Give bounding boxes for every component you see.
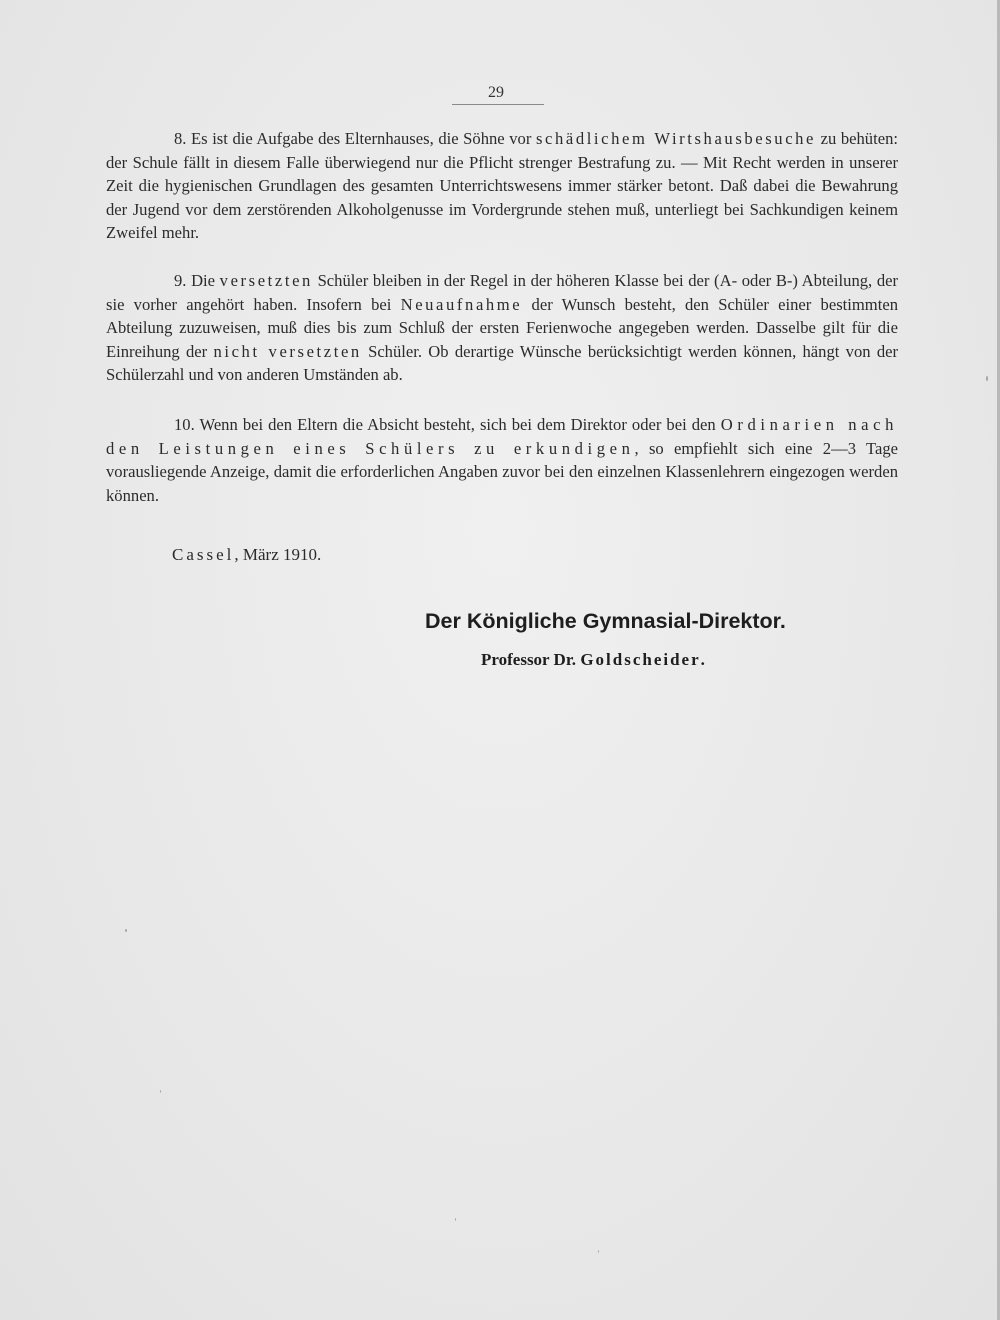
paragraph-8-text-a: 8. Es ist die Aufgabe des Elternhauses, die Söhne vor xyxy=(174,129,536,148)
paragraph-9-text-c: Schüler bleiben in der Regel in der höheren Klasse bei der (A- oder B-) Abteilung, der sie vorher angehört haben. Insofern bei xyxy=(106,271,899,314)
page-number-rule xyxy=(452,104,544,105)
paragraph-9 xyxy=(106,269,898,387)
date-text: , März 1910. xyxy=(234,545,322,564)
paper-speck xyxy=(455,1218,456,1221)
paragraph-10-emphasis: Ordinarien nach den Leistungen eines Schülers zu erkundigen xyxy=(106,415,898,458)
page-number: 29 xyxy=(488,84,504,101)
place-and-date xyxy=(172,545,321,565)
paragraph-8-emphasis: schädlichem Wirtshausbesuche xyxy=(535,129,817,148)
director-title: Der Königliche Gymnasial-Direktor. xyxy=(425,609,786,633)
paragraph-9-emphasis-nicht-versetzten: nicht versetzten xyxy=(213,341,362,361)
paragraph-8-text-c: zu behüten: der Schule fällt in diesem Falle überwiegend nur die Pflicht strenger Bestrafung zu. — Mit Recht werden in unserer Zeit die hygienischen Grundlagen des gesamten Unterrichtswesens immer stärker betont. Daß dabei die Bewahrung der Jugend vor dem zerstörenden Alkoholgenusse im Vordergrunde stehen muß, unterliegt bei Sachkundigen keinem Zweifel mehr. xyxy=(106,129,898,243)
place-name: Cassel xyxy=(172,545,235,564)
paragraph-9-text-g: Schüler. Ob derartige Wünsche berücksichtigt werden können, hängt von der Schülerzahl und von anderen Umständen ab. xyxy=(106,341,899,385)
director-name-suffix: . xyxy=(700,650,705,669)
paragraph-10-text-c: , so empfiehlt sich eine 2—3 Tage vorausliegende Anzeige, damit die erforderlichen Angaben zuvor bei den einzelnen Klassenlehrern eingezogen werden können. xyxy=(106,438,898,505)
paper-speck xyxy=(160,1090,161,1093)
paper-speck xyxy=(598,1250,599,1253)
paper-speck xyxy=(125,929,127,932)
paper-speck xyxy=(986,376,988,381)
director-surname: Goldscheider xyxy=(580,650,701,669)
paragraph-9-text-a: 9. Die xyxy=(174,271,220,290)
paragraph-9-emphasis-neuaufnahme: Neuaufnahme xyxy=(400,294,523,314)
paragraph-9-emphasis-versetzten: versetzten xyxy=(219,271,313,290)
paragraph-9-text-e: der Wunsch besteht, den Schüler einer bestimmten Abteilung zuzuweisen, muß dies bis zum Schluß der ersten Ferienwoche angegeben werden. Dasselbe gilt für die Einreihung der xyxy=(106,294,898,361)
director-name-prefix: Professor Dr. xyxy=(481,650,581,669)
paragraph-10 xyxy=(106,413,898,507)
paragraph-10-text-a: 10. Wenn bei den Eltern die Absicht besteht, sich bei dem Direktor oder bei den xyxy=(174,415,721,434)
director-name xyxy=(481,650,705,670)
paragraph-8 xyxy=(106,127,898,245)
